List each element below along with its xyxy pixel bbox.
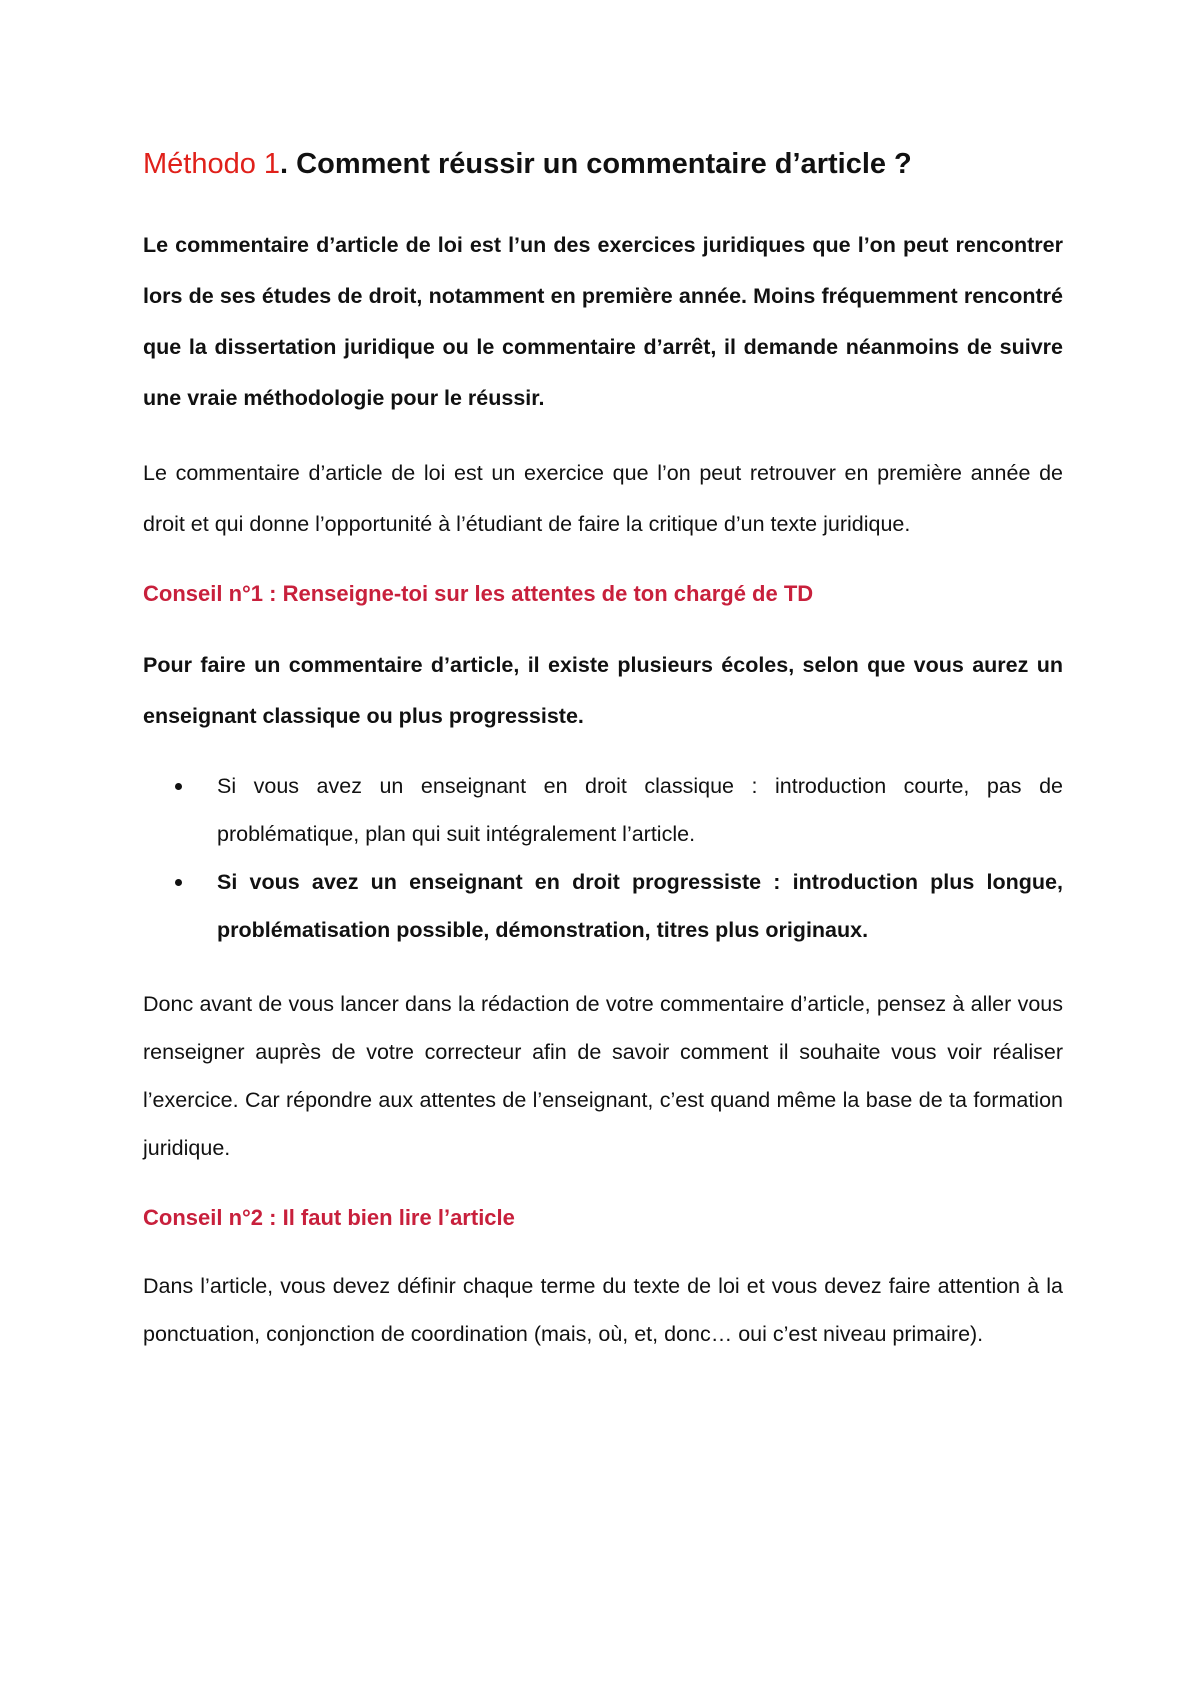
paragraph-5: Dans l’article, vous devez définir chaque terme du texte de loi et vous devez faire attention à la ponctuation, conjonction de coordination (mais, où, et, donc… oui c’est niveau primaire). <box>143 1274 1063 1346</box>
conseil-1-heading: Conseil n°1 : Renseigne-toi sur les attentes de ton chargé de TD <box>143 581 814 606</box>
document-content <box>143 142 1063 1358</box>
bullet-dot-icon <box>175 783 182 790</box>
conseil-2-heading: Conseil n°2 : Il faut bien lire l’article <box>143 1205 515 1230</box>
bullet-dot-icon <box>175 879 182 886</box>
bullet-text: Si vous avez un enseignant en droit progressiste : introduction plus longue, problématisation possible, démonstration, titres plus originaux. <box>217 870 1063 942</box>
page-title <box>143 142 1063 186</box>
bullet-item-classique <box>143 762 1063 858</box>
paragraph-3: Pour faire un commentaire d’article, il existe plusieurs écoles, selon que vous aurez un enseignant classique ou plus progressiste. <box>143 653 1063 728</box>
paragraph-2: Le commentaire d’article de loi est un exercice que l’on peut retrouver en première année de droit et qui donne l’opportunité à l’étudiant de faire la critique d’un texte juridique. <box>143 461 1063 536</box>
title-text: . Comment réussir un commentaire d’article ? <box>280 148 912 180</box>
paragraph-4: Donc avant de vous lancer dans la rédaction de votre commentaire d’article, pensez à aller vous renseigner auprès de votre correcteur afin de savoir comment il souhaite vous voir réaliser l’exercice. Car répondre aux attentes de l’enseignant, c’est quand même la base de ta formation juridique. <box>143 992 1063 1160</box>
intro-paragraph: Le commentaire d’article de loi est l’un des exercices juridiques que l’on peut rencontrer lors de ses études de droit, notamment en première année. Moins fréquemment rencontré que la dissertation juridique ou le commentaire d’arrêt, il demande néanmoins de suivre une vraie méthodologie pour le réussir. <box>143 233 1063 410</box>
title-prefix: Méthodo 1 <box>143 148 281 180</box>
bullet-list <box>143 762 1063 954</box>
bullet-text: Si vous avez un enseignant en droit classique : introduction courte, pas de problématique, plan qui suit intégralement l’article. <box>217 774 1063 846</box>
bullet-item-progressiste <box>143 858 1063 954</box>
